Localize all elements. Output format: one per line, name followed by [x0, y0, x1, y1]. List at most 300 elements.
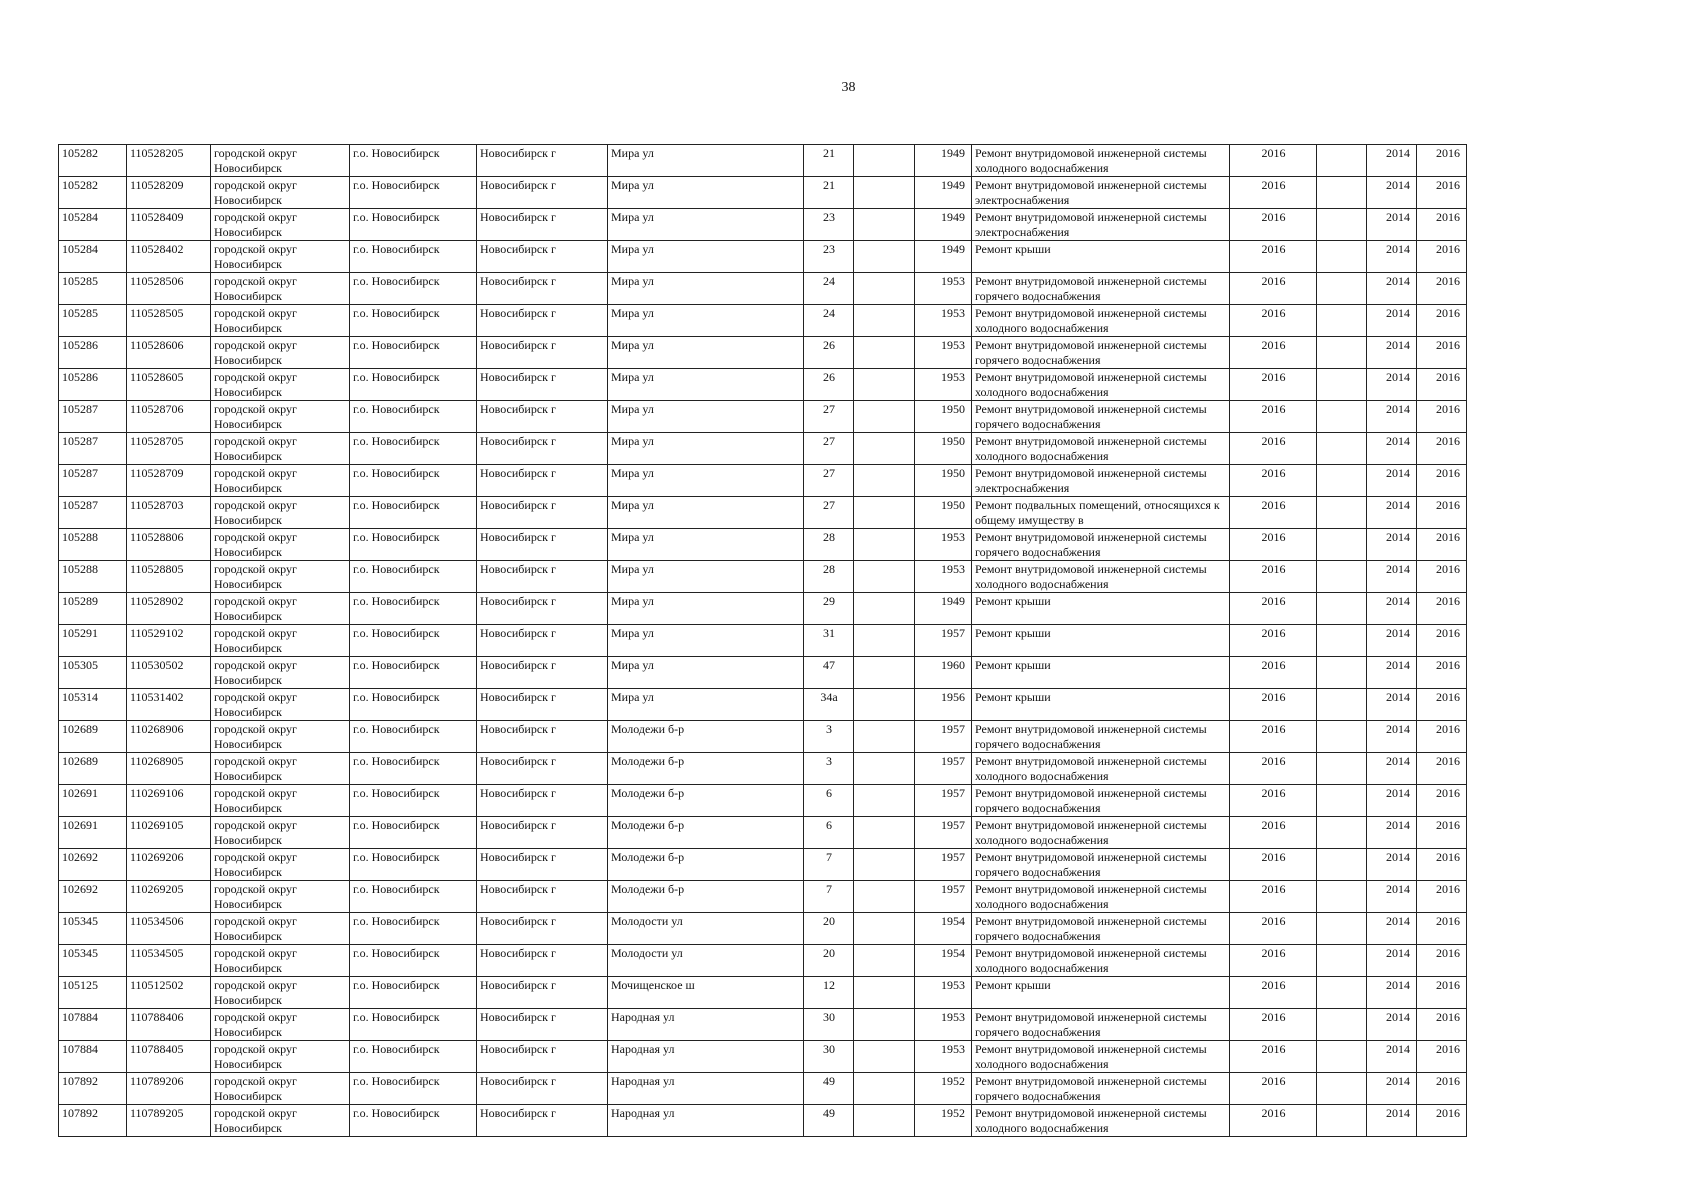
work-id-text: 110528703 [130, 498, 184, 512]
municipality-text: городской округ Новосибирск [214, 786, 297, 815]
municipality-cell [211, 561, 350, 593]
street-cell [608, 689, 804, 721]
build-year-cell [915, 945, 972, 977]
end-year-text: 2016 [1436, 946, 1460, 960]
plan-year-cell [1230, 433, 1317, 465]
city-cell [477, 657, 608, 689]
city-cell [477, 177, 608, 209]
district-text: г.о. Новосибирск [353, 658, 440, 672]
start-year-text: 2014 [1386, 658, 1410, 672]
end-year-cell [1417, 593, 1467, 625]
building-cell [854, 401, 915, 433]
blank-cell [1317, 145, 1367, 177]
district-cell [350, 1009, 477, 1041]
blank-cell [1317, 849, 1367, 881]
build-year-cell [915, 881, 972, 913]
house-number-cell [804, 1009, 854, 1041]
build-year-text: 1949 [941, 594, 965, 608]
build-year-cell [915, 1041, 972, 1073]
house-number-text: 20 [823, 946, 835, 960]
end-year-cell [1417, 785, 1467, 817]
blank-cell [1317, 561, 1367, 593]
house-number-text: 12 [823, 978, 835, 992]
city-cell [477, 977, 608, 1009]
house-id-cell [59, 529, 127, 561]
city-text: Новосибирск г [480, 242, 556, 256]
table-row [59, 913, 1467, 945]
street-text: Народная ул [611, 1010, 675, 1024]
district-cell [350, 1041, 477, 1073]
house-number-cell [804, 145, 854, 177]
end-year-text: 2016 [1436, 786, 1460, 800]
start-year-cell [1367, 913, 1417, 945]
table-row [59, 529, 1467, 561]
municipality-text: городской округ Новосибирск [214, 242, 297, 271]
build-year-text: 1957 [941, 850, 965, 864]
start-year-cell [1367, 273, 1417, 305]
start-year-text: 2014 [1386, 370, 1410, 384]
end-year-cell [1417, 465, 1467, 497]
municipality-text: городской округ Новосибирск [214, 562, 297, 591]
city-cell [477, 593, 608, 625]
district-cell [350, 817, 477, 849]
work-id-text: 110528806 [130, 530, 184, 544]
work-type-text: Ремонт крыши [975, 626, 1051, 640]
plan-year-cell [1230, 465, 1317, 497]
district-cell [350, 209, 477, 241]
district-text: г.о. Новосибирск [353, 562, 440, 576]
city-cell [477, 497, 608, 529]
street-text: Мира ул [611, 402, 654, 416]
start-year-text: 2014 [1386, 1074, 1410, 1088]
work-type-cell [972, 881, 1230, 913]
house-id-text: 105305 [62, 658, 98, 672]
municipality-cell [211, 785, 350, 817]
house-number-text: 6 [826, 786, 832, 800]
street-text: Мира ул [611, 178, 654, 192]
end-year-text: 2016 [1436, 658, 1460, 672]
district-text: г.о. Новосибирск [353, 626, 440, 640]
start-year-cell [1367, 209, 1417, 241]
street-cell [608, 977, 804, 1009]
build-year-text: 1953 [941, 338, 965, 352]
city-cell [477, 433, 608, 465]
start-year-text: 2014 [1386, 178, 1410, 192]
street-cell [608, 1041, 804, 1073]
work-type-text: Ремонт внутридомовой инженерной системы горячего водоснабжения [975, 274, 1207, 303]
end-year-text: 2016 [1436, 530, 1460, 544]
build-year-cell [915, 561, 972, 593]
start-year-text: 2014 [1386, 530, 1410, 544]
street-text: Мира ул [611, 274, 654, 288]
table-row [59, 465, 1467, 497]
blank-cell [1317, 977, 1367, 1009]
build-year-text: 1949 [941, 242, 965, 256]
city-text: Новосибирск г [480, 146, 556, 160]
start-year-cell [1367, 241, 1417, 273]
plan-year-text: 2016 [1261, 690, 1286, 704]
city-text: Новосибирск г [480, 594, 556, 608]
city-text: Новосибирск г [480, 1010, 556, 1024]
municipality-text: городской округ Новосибирск [214, 818, 297, 847]
work-type-text: Ремонт внутридомовой инженерной системы холодного водоснабжения [975, 1106, 1207, 1135]
house-id-cell [59, 817, 127, 849]
city-text: Новосибирск г [480, 370, 556, 384]
table-row [59, 785, 1467, 817]
end-year-text: 2016 [1436, 818, 1460, 832]
plan-year-cell [1230, 1041, 1317, 1073]
municipality-cell [211, 241, 350, 273]
plan-year-cell [1230, 337, 1317, 369]
street-cell [608, 785, 804, 817]
city-text: Новосибирск г [480, 818, 556, 832]
work-id-text: 110528205 [130, 146, 184, 160]
house-id-text: 102692 [62, 882, 98, 896]
table-row [59, 977, 1467, 1009]
start-year-cell [1367, 337, 1417, 369]
end-year-cell [1417, 305, 1467, 337]
house-number-text: 26 [823, 338, 835, 352]
house-number-cell [804, 177, 854, 209]
start-year-text: 2014 [1386, 242, 1410, 256]
build-year-text: 1957 [941, 786, 965, 800]
work-id-cell [127, 849, 211, 881]
house-id-text: 107884 [62, 1042, 98, 1056]
build-year-cell [915, 657, 972, 689]
city-cell [477, 945, 608, 977]
start-year-cell [1367, 145, 1417, 177]
work-id-text: 110528209 [130, 178, 184, 192]
city-cell [477, 401, 608, 433]
plan-year-cell [1230, 529, 1317, 561]
end-year-cell [1417, 881, 1467, 913]
building-cell [854, 465, 915, 497]
house-number-cell [804, 689, 854, 721]
building-cell [854, 625, 915, 657]
work-type-text: Ремонт внутридомовой инженерной системы холодного водоснабжения [975, 434, 1207, 463]
building-cell [854, 849, 915, 881]
house-number-text: 20 [823, 914, 835, 928]
work-id-cell [127, 529, 211, 561]
table-row [59, 657, 1467, 689]
street-text: Молодежи б-р [611, 850, 685, 864]
house-number-cell [804, 497, 854, 529]
street-text: Молодости ул [611, 946, 683, 960]
work-id-cell [127, 369, 211, 401]
end-year-text: 2016 [1436, 274, 1460, 288]
work-id-cell [127, 1041, 211, 1073]
plan-year-text: 2016 [1261, 818, 1286, 832]
start-year-text: 2014 [1386, 402, 1410, 416]
work-id-text: 110528505 [130, 306, 184, 320]
street-cell [608, 625, 804, 657]
blank-cell [1317, 273, 1367, 305]
house-id-cell [59, 785, 127, 817]
municipality-text: городской округ Новосибирск [214, 178, 297, 207]
end-year-cell [1417, 625, 1467, 657]
build-year-cell [915, 433, 972, 465]
building-cell [854, 881, 915, 913]
end-year-cell [1417, 657, 1467, 689]
end-year-cell [1417, 817, 1467, 849]
building-cell [854, 657, 915, 689]
city-text: Новосибирск г [480, 338, 556, 352]
end-year-cell [1417, 241, 1467, 273]
end-year-cell [1417, 945, 1467, 977]
start-year-cell [1367, 881, 1417, 913]
city-text: Новосибирск г [480, 1106, 556, 1120]
work-type-text: Ремонт внутридомовой инженерной системы холодного водоснабжения [975, 370, 1207, 399]
work-id-cell [127, 561, 211, 593]
municipality-cell [211, 529, 350, 561]
start-year-text: 2014 [1386, 978, 1410, 992]
house-number-text: 24 [823, 274, 835, 288]
municipality-cell [211, 369, 350, 401]
municipality-text: городской округ Новосибирск [214, 498, 297, 527]
work-id-cell [127, 337, 211, 369]
house-number-cell [804, 401, 854, 433]
street-text: Мира ул [611, 306, 654, 320]
building-cell [854, 369, 915, 401]
table-row [59, 433, 1467, 465]
build-year-cell [915, 625, 972, 657]
city-cell [477, 1009, 608, 1041]
municipality-text: городской округ Новосибирск [214, 434, 297, 463]
work-id-cell [127, 625, 211, 657]
start-year-cell [1367, 433, 1417, 465]
work-type-cell [972, 209, 1230, 241]
street-cell [608, 1105, 804, 1137]
street-cell [608, 305, 804, 337]
district-text: г.о. Новосибирск [353, 370, 440, 384]
build-year-cell [915, 241, 972, 273]
building-cell [854, 177, 915, 209]
city-cell [477, 1073, 608, 1105]
district-cell [350, 561, 477, 593]
district-cell [350, 177, 477, 209]
plan-year-text: 2016 [1261, 1106, 1286, 1120]
municipality-cell [211, 721, 350, 753]
house-id-text: 105289 [62, 594, 98, 608]
start-year-text: 2014 [1386, 722, 1410, 736]
build-year-text: 1953 [941, 978, 965, 992]
plan-year-text: 2016 [1261, 722, 1286, 736]
blank-cell [1317, 785, 1367, 817]
capital-repair-table [58, 144, 1467, 1137]
work-type-cell [972, 177, 1230, 209]
work-id-text: 110528902 [130, 594, 184, 608]
municipality-text: городской округ Новосибирск [214, 658, 297, 687]
city-text: Новосибирск г [480, 402, 556, 416]
house-number-text: 27 [823, 466, 835, 480]
plan-year-text: 2016 [1261, 338, 1286, 352]
work-id-text: 110528605 [130, 370, 184, 384]
blank-cell [1317, 1009, 1367, 1041]
municipality-text: городской округ Новосибирск [214, 722, 297, 751]
house-number-cell [804, 465, 854, 497]
district-text: г.о. Новосибирск [353, 1074, 440, 1088]
work-id-cell [127, 401, 211, 433]
plan-year-cell [1230, 401, 1317, 433]
municipality-cell [211, 177, 350, 209]
house-number-text: 6 [826, 818, 832, 832]
district-text: г.о. Новосибирск [353, 786, 440, 800]
build-year-cell [915, 465, 972, 497]
street-cell [608, 273, 804, 305]
street-cell [608, 177, 804, 209]
house-number-cell [804, 849, 854, 881]
municipality-cell [211, 593, 350, 625]
plan-year-text: 2016 [1261, 882, 1286, 896]
house-number-text: 28 [823, 562, 835, 576]
building-cell [854, 977, 915, 1009]
building-cell [854, 145, 915, 177]
build-year-cell [915, 145, 972, 177]
start-year-text: 2014 [1386, 210, 1410, 224]
plan-year-text: 2016 [1261, 146, 1286, 160]
city-text: Новосибирск г [480, 946, 556, 960]
end-year-cell [1417, 721, 1467, 753]
build-year-cell [915, 273, 972, 305]
building-cell [854, 1105, 915, 1137]
house-number-cell [804, 1041, 854, 1073]
city-cell [477, 241, 608, 273]
start-year-cell [1367, 369, 1417, 401]
end-year-text: 2016 [1436, 242, 1460, 256]
house-number-text: 47 [823, 658, 835, 672]
municipality-text: городской округ Новосибирск [214, 402, 297, 431]
work-id-text: 110528606 [130, 338, 184, 352]
work-type-text: Ремонт внутридомовой инженерной системы горячего водоснабжения [975, 530, 1207, 559]
house-id-text: 105345 [62, 914, 98, 928]
work-type-cell [972, 561, 1230, 593]
district-text: г.о. Новосибирск [353, 818, 440, 832]
district-text: г.о. Новосибирск [353, 882, 440, 896]
build-year-text: 1950 [941, 466, 965, 480]
plan-year-cell [1230, 657, 1317, 689]
house-number-cell [804, 433, 854, 465]
build-year-cell [915, 497, 972, 529]
build-year-text: 1953 [941, 306, 965, 320]
work-type-cell [972, 1105, 1230, 1137]
street-text: Мира ул [611, 146, 654, 160]
city-cell [477, 561, 608, 593]
work-id-text: 110528705 [130, 434, 184, 448]
district-text: г.о. Новосибирск [353, 850, 440, 864]
table-row [59, 1073, 1467, 1105]
end-year-text: 2016 [1436, 338, 1460, 352]
city-cell [477, 625, 608, 657]
end-year-text: 2016 [1436, 690, 1460, 704]
build-year-cell [915, 753, 972, 785]
house-id-text: 105288 [62, 562, 98, 576]
work-type-cell [972, 465, 1230, 497]
work-id-cell [127, 657, 211, 689]
building-cell [854, 1009, 915, 1041]
municipality-text: городской округ Новосибирск [214, 690, 297, 719]
build-year-cell [915, 1073, 972, 1105]
table-row [59, 721, 1467, 753]
street-cell [608, 721, 804, 753]
municipality-cell [211, 273, 350, 305]
end-year-text: 2016 [1436, 1074, 1460, 1088]
city-text: Новосибирск г [480, 658, 556, 672]
start-year-text: 2014 [1386, 882, 1410, 896]
city-cell [477, 753, 608, 785]
build-year-text: 1952 [941, 1106, 965, 1120]
end-year-cell [1417, 369, 1467, 401]
end-year-cell [1417, 753, 1467, 785]
house-number-cell [804, 625, 854, 657]
plan-year-text: 2016 [1261, 530, 1286, 544]
district-text: г.о. Новосибирск [353, 946, 440, 960]
house-id-cell [59, 753, 127, 785]
work-id-text: 110269105 [130, 818, 184, 832]
district-cell [350, 977, 477, 1009]
work-type-text: Ремонт внутридомовой инженерной системы холодного водоснабжения [975, 1042, 1207, 1071]
house-id-text: 107892 [62, 1074, 98, 1088]
work-id-cell [127, 881, 211, 913]
municipality-text: городской округ Новосибирск [214, 1010, 297, 1039]
work-type-cell [972, 689, 1230, 721]
plan-year-text: 2016 [1261, 402, 1286, 416]
municipality-cell [211, 209, 350, 241]
street-cell [608, 945, 804, 977]
plan-year-text: 2016 [1261, 178, 1286, 192]
work-id-cell [127, 753, 211, 785]
district-cell [350, 465, 477, 497]
district-cell [350, 881, 477, 913]
work-type-cell [972, 401, 1230, 433]
building-cell [854, 817, 915, 849]
end-year-cell [1417, 849, 1467, 881]
street-text: Народная ул [611, 1042, 675, 1056]
work-type-text: Ремонт внутридомовой инженерной системы электроснабжения [975, 210, 1207, 239]
street-text: Народная ул [611, 1106, 675, 1120]
end-year-text: 2016 [1436, 210, 1460, 224]
work-type-cell [972, 305, 1230, 337]
building-cell [854, 433, 915, 465]
work-id-text: 110789206 [130, 1074, 184, 1088]
table-row [59, 337, 1467, 369]
house-id-cell [59, 401, 127, 433]
table-row [59, 561, 1467, 593]
plan-year-cell [1230, 881, 1317, 913]
street-cell [608, 1009, 804, 1041]
street-text: Мира ул [611, 434, 654, 448]
house-id-text: 105284 [62, 242, 98, 256]
municipality-text: городской округ Новосибирск [214, 946, 297, 975]
start-year-cell [1367, 849, 1417, 881]
build-year-cell [915, 785, 972, 817]
table-row [59, 1009, 1467, 1041]
plan-year-text: 2016 [1261, 434, 1286, 448]
street-cell [608, 209, 804, 241]
work-type-cell [972, 913, 1230, 945]
street-cell [608, 593, 804, 625]
work-id-text: 110269106 [130, 786, 184, 800]
street-text: Мира ул [611, 530, 654, 544]
city-cell [477, 913, 608, 945]
start-year-text: 2014 [1386, 274, 1410, 288]
house-id-cell [59, 721, 127, 753]
blank-cell [1317, 1073, 1367, 1105]
plan-year-cell [1230, 273, 1317, 305]
blank-cell [1317, 1041, 1367, 1073]
house-number-cell [804, 753, 854, 785]
table-row [59, 945, 1467, 977]
street-text: Мира ул [611, 498, 654, 512]
